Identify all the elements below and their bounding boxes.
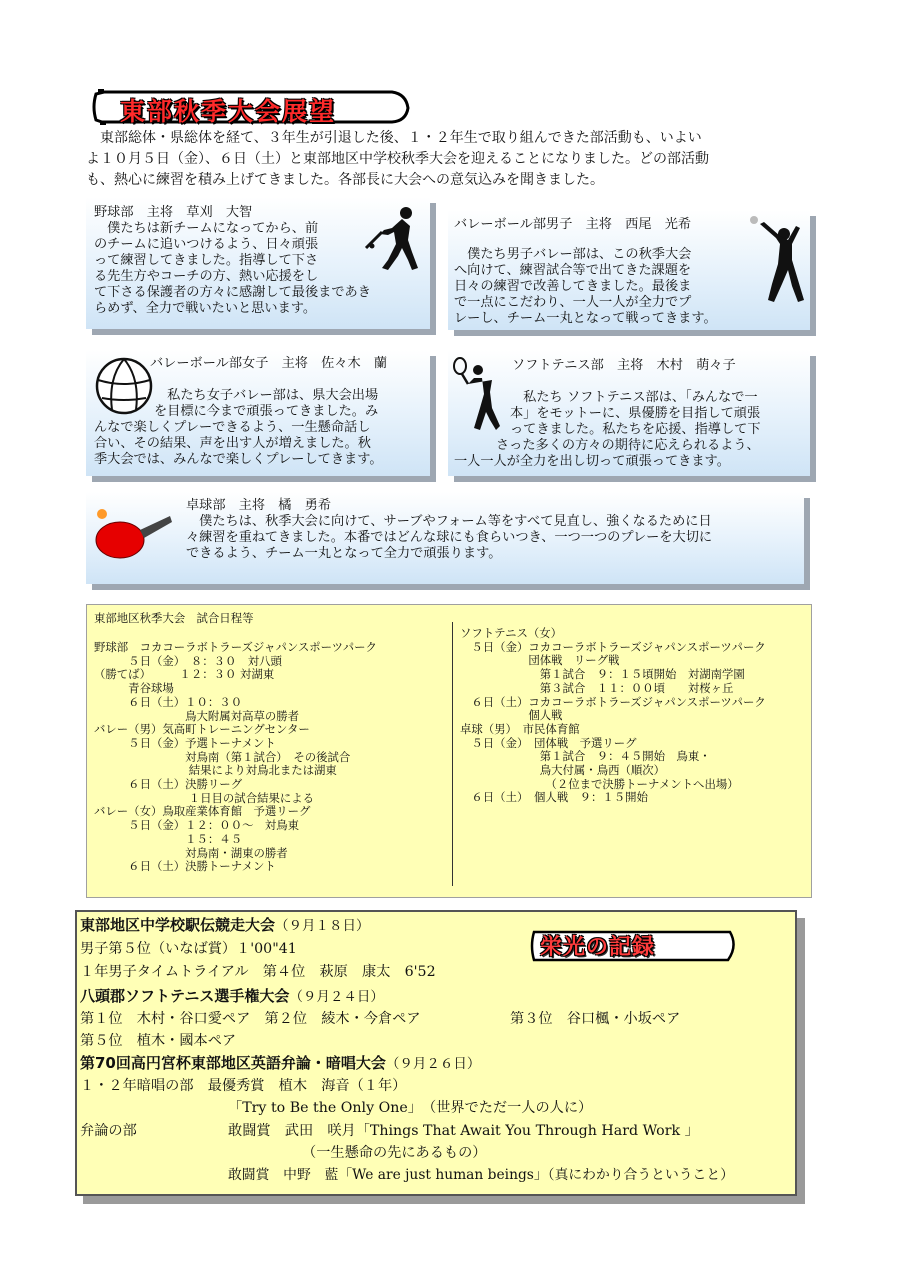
ekiden-heading-row xyxy=(80,914,370,937)
baseball-batter-icon xyxy=(362,204,422,272)
schedule-line: ６日（土）１０：３０ xyxy=(94,694,243,709)
volleyball-spiker-icon xyxy=(748,214,808,308)
volleyball-boys-heading: バレーボール部男子 主将 西尾 光希 xyxy=(454,217,692,232)
schedule-line: １日目の試合結果による xyxy=(94,790,315,805)
volleyball-girls-body xyxy=(94,388,383,468)
intro-line-2: よ１０月５日（金）、６日（土）と東部地区中学校秋季大会を迎えることになりました。どの部活動 xyxy=(86,151,709,167)
schedule-heading: 東部地区秋季大会 試合日程等 xyxy=(94,611,254,625)
intro-line-3: も、熱心に練習を積み上げてきました。各部長に大会への意気込みを聞きました。 xyxy=(86,172,604,188)
schedule-line: 鳥大付属・鳥西（順次） xyxy=(460,763,666,778)
text-line: る先生方やコーチの方、熱い応援をし xyxy=(94,269,319,284)
schedule-line: ６日（土）決勝リーグ xyxy=(94,777,243,792)
text-line: 々練習を重ねてきました。本番ではどんな球にも食らいつき、一つ一つのプレーを大切に xyxy=(186,530,713,545)
ping-pong-paddle-icon xyxy=(92,504,174,560)
schedule-line: 第３試合 １１：００頃 対桜ヶ丘 xyxy=(460,680,734,695)
schedule-line: 卓球（男） 市民体育館 xyxy=(460,721,580,736)
text-line: ってきました。私たちを応援、指導して下 xyxy=(510,422,761,437)
text-line: 合い、その結果、声を出す人が増えました。秋 xyxy=(94,436,371,451)
schedule-line: ５日（金） 団体戦 予選リーグ xyxy=(460,735,637,750)
speech-result-5: 敢闘賞 中野 藍「We are just human beings」（真にわかり合うということ） xyxy=(228,1167,734,1183)
ekiden-heading: 東部地区中学校駅伝競走大会 xyxy=(80,916,276,934)
text-line: 僕たちは新チームになってから、前 xyxy=(94,221,319,236)
schedule-line: １５：４５ xyxy=(94,831,243,846)
schedule-line: バレー（女）鳥取産業体育館 予選リーグ xyxy=(94,804,311,819)
tennis-heading: 八頭郡ソフトテニス選手権大会 xyxy=(80,987,290,1005)
text-line: 季大会では、みんなで楽しくプレーしてきます。 xyxy=(94,452,383,467)
page-title: 東部秋季大会展望 xyxy=(120,97,337,126)
records-title: 栄光の記録 xyxy=(540,935,656,960)
text-line: 僕たち男子バレー部は、この秋季大会 xyxy=(454,247,692,262)
text-line: って練習してきました。指導して下さ xyxy=(94,253,319,268)
volleyball-boys-text xyxy=(454,217,717,327)
baseball-text xyxy=(94,205,371,317)
schedule-line: ソフトテニス（女） xyxy=(460,626,563,640)
schedule-line: ５日（金）コカコーラボトラーズジャパンスポーツパーク xyxy=(460,639,766,654)
ekiden-result-1: 男子第５位（いなば賞）１'00"41 xyxy=(80,941,297,957)
text-line: んなで楽しくプレーできるよう、一生懸命話し xyxy=(94,420,371,435)
speech-heading-row xyxy=(80,1052,480,1075)
soft-tennis-body xyxy=(454,390,761,470)
schedule-line: バレー（男）気高町トレーニングセンター xyxy=(94,722,310,737)
text-line: で一点にこだわり、一人一人が全力でプ xyxy=(454,295,692,310)
tennis-result-1b: 第３位 谷口楓・小坂ペア xyxy=(510,1011,681,1027)
text-line: へ向けて、練習試合等で出てきた課題を xyxy=(454,263,692,278)
schedule-line: 鳥大附属対高草の勝者 xyxy=(94,708,300,723)
text-line: 私たち女子バレー部は、県大会出場 xyxy=(154,388,379,403)
soft-tennis-text xyxy=(512,358,736,374)
schedule-line: 第１試合 ９：４５開始 鳥東・ xyxy=(460,749,711,764)
table-tennis-heading-wrap xyxy=(186,498,331,514)
schedule-line: ５日（金）予選トーナメント xyxy=(94,735,276,750)
schedule-line: ６日（土）コカコーラボトラーズジャパンスポーツパーク xyxy=(460,694,766,709)
schedule-right xyxy=(460,627,766,805)
speech-date: （９月２６日） xyxy=(385,1056,481,1072)
schedule-line: （２位まで決勝トーナメントへ出場） xyxy=(460,776,739,791)
soft-tennis-heading: ソフトテニス部 主将 木村 萌々子 xyxy=(512,358,736,373)
schedule-line: 団体戦 リーグ戦 xyxy=(460,653,620,668)
text-line: 僕たちは、秋季大会に向けて、サーブやフォーム等をすべて見直し、強くなるために日 xyxy=(186,514,712,529)
ekiden-date: （９月１８日） xyxy=(275,918,370,934)
tennis-date: （９月２４日） xyxy=(289,989,384,1005)
intro-line-1: 東部総体・県総体を経て、３年生が引退した後、１・２年生で取り組んできた部活動も、いよい xyxy=(86,130,702,146)
text-line: 私たち ソフトテニス部は、「みんなで一 xyxy=(510,390,758,405)
text-line: 本」をモットーに、県優勝を目指して頑張 xyxy=(510,406,761,421)
tennis-result-2: 第５位 植木・國本ペア xyxy=(80,1033,237,1049)
schedule-line: 青谷球場 xyxy=(94,681,174,696)
speech-result-1: １・２年暗唱の部 最優秀賞 植木 海音（１年） xyxy=(80,1078,407,1094)
speech-category: 弁論の部 xyxy=(80,1123,137,1139)
schedule-line: （勝てば） １２：３０ 対湖東 xyxy=(94,667,275,682)
baseball-heading: 野球部 主将 草刈 大智 xyxy=(94,205,253,220)
text-line: 一人一人が全力を出し切って頑張ってきます。 xyxy=(454,454,730,469)
ekiden-result-2: １年男子タイムトライアル 第４位 萩原 康太 6'52 xyxy=(80,964,436,980)
schedule-line: 対鳥南・湖東の勝者 xyxy=(94,845,288,860)
schedule-line: ５日（金）１２：００～ 対鳥東 xyxy=(94,818,300,833)
volleyball-girls-heading: バレーボール部女子 主将 佐々木 蘭 xyxy=(150,356,388,371)
tennis-result-1a: 第１位 木村・谷口愛ペア 第２位 綾木・今倉ペア xyxy=(80,1011,421,1027)
schedule-divider xyxy=(452,622,453,886)
schedule-line: 結果により対鳥北または湖東 xyxy=(94,763,337,778)
text-line: レーし、チーム一丸となって戦ってきます。 xyxy=(454,311,717,326)
speech-result-4: （一生懸命の先にあるもの） xyxy=(302,1145,487,1161)
text-line: さった多くの方々の期待に応えられるよう、 xyxy=(496,438,760,453)
text-line: できるよう、チーム一丸となって全力で頑張ります。 xyxy=(186,546,502,561)
table-tennis-body xyxy=(186,514,712,562)
speech-result-2: 「Try to Be the Only One」 （世界でただ一人の人に） xyxy=(228,1100,593,1116)
schedule-left xyxy=(94,641,377,874)
table-tennis-heading: 卓球部 主将 橘 勇希 xyxy=(186,498,332,513)
volleyball-girls-text xyxy=(150,356,387,372)
schedule-line: 第１試合 ９：１５頃開始 対湖南学園 xyxy=(460,667,745,682)
schedule-line: ６日（土）決勝トーナメント xyxy=(94,859,276,874)
tennis-heading-row xyxy=(80,985,384,1008)
text-line: らめず、全力で戦いたいと思います。 xyxy=(94,301,317,316)
text-line: のチームに追いつけるよう、日々頑張 xyxy=(94,237,319,252)
text-line: て下さる保護者の方々に感謝して最後まであき xyxy=(94,285,371,300)
text-line: を目標に今まで頑張ってきました。み xyxy=(154,404,379,419)
speech-result-3: 敢闘賞 武田 咲月「Things That Await You Through Hard Work 」 xyxy=(228,1123,699,1139)
schedule-line: ５日（金） ８：３０ 対八頭 xyxy=(94,653,282,668)
schedule-line: 野球部 コカコーラボトラーズジャパンスポーツパーク xyxy=(94,640,377,654)
text-line: 日々の練習で改善してきました。最後ま xyxy=(454,279,692,294)
schedule-line: 個人戦 xyxy=(460,708,563,723)
schedule-line: ６日（土） 個人戦 ９：１５開始 xyxy=(460,790,648,805)
schedule-line: 対鳥南（第１試合） その後試合 xyxy=(94,749,351,764)
speech-heading: 第70回高円宮杯東部地区英語弁論・暗唱大会 xyxy=(80,1054,386,1072)
